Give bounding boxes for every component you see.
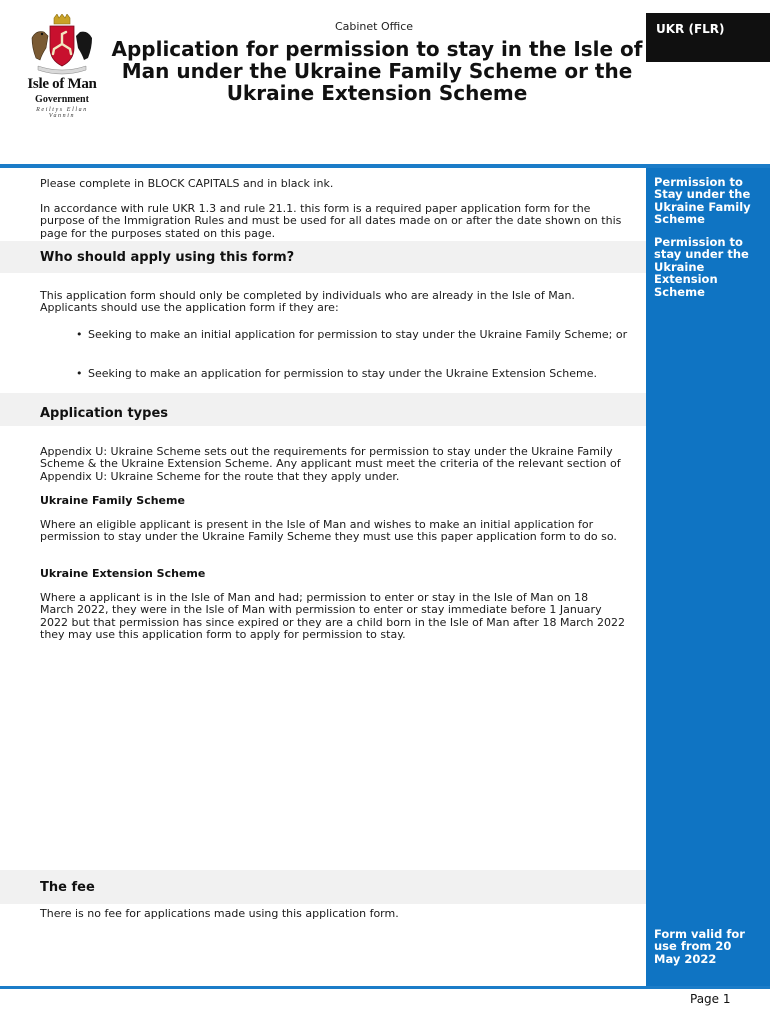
intro-instruction: Please complete in BLOCK CAPITALS and in black ink. <box>40 177 334 190</box>
subheading-extension-scheme: Ukraine Extension Scheme <box>40 567 206 580</box>
extension-scheme-text: Where a applicant is in the Isle of Man and had; permission to enter or stay in the Isle of Man on 18 March 2022, they were in the Isle of Man with permission to enter or stay immediate before 1 January 2022 but that permission has since expired or they are a child born in the Isle of Man after 18 March 2022 they may use this application form to apply for permission to stay. <box>40 591 625 642</box>
department-name: Cabinet Office <box>334 20 414 33</box>
sidebar-label-family-scheme: Permission to Stay under the Ukraine Family Scheme <box>654 175 751 227</box>
triskelion-crest-icon <box>26 14 98 76</box>
section-band-fee <box>0 870 646 904</box>
bullet-icon: • <box>76 367 83 380</box>
page-number: Page 1 <box>690 992 731 1006</box>
types-paragraph: Appendix U: Ukraine Scheme sets out the requirements for permission to stay under the Ukraine Family Scheme & the Ukraine Extension Scheme. Any applicant must meet the criteria of the relevant section of Appendix U: Ukraine Scheme for the route that they apply under. <box>40 445 621 483</box>
fee-text: There is no fee for applications made using this application form. <box>40 907 399 920</box>
section-heading-who: Who should apply using this form? <box>40 250 295 265</box>
isle-of-man-logo <box>22 14 102 119</box>
form-code-badge: UKR (FLR) <box>646 13 770 62</box>
logo-wordmark: Isle of Man <box>27 76 97 92</box>
bullet-icon: • <box>76 328 83 341</box>
subheading-family-scheme: Ukraine Family Scheme <box>40 494 185 507</box>
intro-rule-text: In accordance with rule UKR 1.3 and rule 21.1. this form is a required paper application form for the purpose of the Immigration Rules and must be used for all dates made on or after the date shown on this page for the purposes stated on this page. <box>40 202 622 240</box>
section-heading-types: Application types <box>40 406 168 421</box>
bottom-divider <box>0 986 770 989</box>
sidebar-label-extension-scheme: Permission to stay under the Ukraine Extension Scheme <box>654 235 749 299</box>
list-item: Seeking to make an application for permission to stay under the Ukraine Extension Scheme. <box>88 367 598 380</box>
page-title: Application for permission to stay in the Isle of Man under the Ukraine Family Scheme or the Ukraine Extension Scheme <box>111 37 643 105</box>
logo-motto: Reiltys Ellan Vannin <box>36 107 88 119</box>
section-heading-fee: The fee <box>40 880 95 895</box>
family-scheme-text: Where an eligible applicant is present in the Isle of Man and wishes to make an initial application for permission to stay under the Ukraine Family Scheme they must use this paper application form to do so. <box>40 518 617 544</box>
who-paragraph: This application form should only be completed by individuals who are already in the Isle of Man. Applicants should use the application form if they are: <box>40 289 575 315</box>
logo-subtitle: Government <box>35 94 89 105</box>
form-validity-note: Form valid for use from 20 May 2022 <box>654 927 745 966</box>
list-item: Seeking to make an initial application for permission to stay under the Ukraine Family Scheme; or <box>88 328 628 341</box>
